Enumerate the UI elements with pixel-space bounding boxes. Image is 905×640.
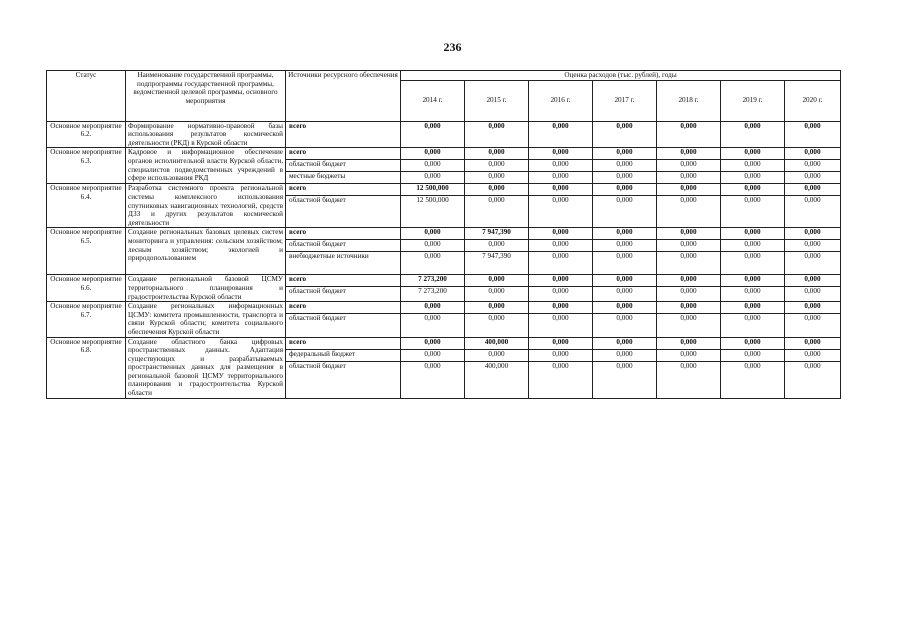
year-values xyxy=(593,148,657,184)
value-cell: 400,000 xyxy=(484,361,509,370)
header-source: Источники ресурсного обеспечения xyxy=(286,71,401,122)
year-values xyxy=(465,337,529,398)
value-cell: 0,000 xyxy=(529,184,592,196)
header-year: 2017 г. xyxy=(593,80,657,121)
year-values xyxy=(529,337,593,398)
value-cell: 0,000 xyxy=(616,314,633,323)
row-status: Основное мероприятие 6.8. xyxy=(47,337,126,398)
source-label: областной бюджет xyxy=(289,361,346,370)
value-cell: 0,000 xyxy=(401,148,464,160)
value-cell: 0,000 xyxy=(424,172,441,181)
year-values xyxy=(785,337,841,398)
header-name: Наименование государственной программы, подпрограммы государственной программы, ведомственной целевой программы, основного мероприятия xyxy=(126,71,286,122)
value-cell: 0,000 xyxy=(680,287,697,296)
value-cell: 0,000 xyxy=(804,314,821,323)
row-status: Основное мероприятие 6.6. xyxy=(47,275,126,302)
row-sources xyxy=(286,275,401,302)
year-values xyxy=(401,302,465,337)
value-cell: 0,000 xyxy=(401,350,464,362)
source-label: всего xyxy=(286,338,400,350)
year-values xyxy=(657,184,721,228)
year-values xyxy=(401,184,465,228)
year-values xyxy=(465,302,529,337)
value-cell: 0,000 xyxy=(593,350,656,362)
value-cell: 0,000 xyxy=(657,148,720,160)
value-cell: 0,000 xyxy=(552,361,569,370)
value-cell: 0,000 xyxy=(552,314,569,323)
source-label: всего xyxy=(289,121,307,130)
row-name: Создание региональной базовой ЦСМУ территориального планирования и градостроительства Курской области xyxy=(126,275,286,302)
year-values xyxy=(465,184,529,228)
value-cell: 0,000 xyxy=(785,240,840,252)
value-cell: 0,000 xyxy=(401,302,464,314)
row-name: Разработка системного проекта региональной системы комплексного использования спутниковых навигационных технологий, средств ДЗЗ и других результатов космической деятельности xyxy=(126,184,286,228)
value-cell: 0,000 xyxy=(465,184,528,196)
value-cell: 0,000 xyxy=(744,252,761,261)
value-cell: 0,000 xyxy=(680,252,697,261)
year-values xyxy=(785,302,841,337)
year-values xyxy=(593,228,657,275)
value-cell: 0,000 xyxy=(721,184,784,196)
value-cell: 0,000 xyxy=(616,121,633,130)
value-cell: 7 273,200 xyxy=(401,275,464,287)
year-values xyxy=(657,148,721,184)
source-label: областной бюджет xyxy=(289,287,346,296)
year-values xyxy=(785,184,841,228)
value-cell: 0,000 xyxy=(680,196,697,205)
row-status: Основное мероприятие 6.5. xyxy=(47,228,126,275)
value-cell: 0,000 xyxy=(721,275,784,287)
row-sources xyxy=(286,302,401,337)
year-values xyxy=(529,302,593,337)
source-label: областной бюджет xyxy=(289,196,346,205)
row-sources xyxy=(286,121,401,148)
row-status: Основное мероприятие 6.7. xyxy=(47,302,126,337)
value-cell: 0,000 xyxy=(488,172,505,181)
value-cell: 0,000 xyxy=(657,184,720,196)
value-cell: 0,000 xyxy=(657,302,720,314)
source-label: всего xyxy=(286,228,400,240)
year-values xyxy=(593,337,657,398)
value-cell: 0,000 xyxy=(785,228,840,240)
value-cell: 0,000 xyxy=(465,240,528,252)
year-values xyxy=(529,121,593,148)
value-cell: 0,000 xyxy=(744,287,761,296)
year-values xyxy=(721,275,785,302)
value-cell: 0,000 xyxy=(529,228,592,240)
value-cell: 0,000 xyxy=(657,350,720,362)
source-label: областной бюджет xyxy=(286,160,400,172)
value-cell: 0,000 xyxy=(424,361,441,370)
value-cell: 0,000 xyxy=(804,361,821,370)
table-header xyxy=(47,71,841,122)
value-cell: 0,000 xyxy=(488,196,505,205)
source-label: всего xyxy=(286,184,400,196)
value-cell: 0,000 xyxy=(552,196,569,205)
value-cell: 0,000 xyxy=(721,148,784,160)
value-cell: 0,000 xyxy=(680,121,697,130)
year-values xyxy=(465,148,529,184)
value-cell: 0,000 xyxy=(593,275,656,287)
value-cell: 0,000 xyxy=(593,338,656,350)
value-cell: 0,000 xyxy=(804,121,821,130)
value-cell: 0,000 xyxy=(401,228,464,240)
value-cell: 0,000 xyxy=(424,252,441,261)
value-cell: 0,000 xyxy=(680,172,697,181)
value-cell: 0,000 xyxy=(465,302,528,314)
table-row xyxy=(47,148,841,184)
table-row xyxy=(47,184,841,228)
year-values xyxy=(721,121,785,148)
row-name: Формирование нормативно-правовой базы использования результатов космической деятельности (РКД) в Курской области xyxy=(126,121,286,148)
year-values xyxy=(529,228,593,275)
header-status: Статус xyxy=(47,71,126,122)
year-values xyxy=(721,184,785,228)
source-label: всего xyxy=(286,275,400,287)
value-cell: 0,000 xyxy=(744,196,761,205)
value-cell: 0,000 xyxy=(529,148,592,160)
budget-table xyxy=(46,70,841,399)
row-name: Создание областного банка цифровых пространственных данных. Адаптация существующих и разрабатываемых пространственных данных для размещения в региональной базовой ЦСМУ территориального планирования и градостроительства Курской области xyxy=(126,337,286,398)
value-cell: 0,000 xyxy=(552,121,569,130)
value-cell: 400,000 xyxy=(465,338,528,350)
value-cell: 0,000 xyxy=(593,240,656,252)
row-name: Создание региональных базовых целевых систем мониторинга и управления: сельским хозяйством; лесным хозяйством; экологией и природопользованием xyxy=(126,228,286,275)
value-cell: 0,000 xyxy=(785,160,840,172)
value-cell: 0,000 xyxy=(529,350,592,362)
year-values xyxy=(785,121,841,148)
table-row xyxy=(47,121,841,148)
value-cell: 0,000 xyxy=(657,275,720,287)
value-cell: 0,000 xyxy=(529,275,592,287)
value-cell: 0,000 xyxy=(593,160,656,172)
year-values xyxy=(657,121,721,148)
value-cell: 0,000 xyxy=(721,338,784,350)
header-year: 2019 г. xyxy=(721,80,785,121)
year-values xyxy=(593,275,657,302)
source-label: внебюджетные источники xyxy=(289,252,369,261)
value-cell: 0,000 xyxy=(804,287,821,296)
header-year: 2014 г. xyxy=(401,80,465,121)
value-cell: 0,000 xyxy=(657,240,720,252)
source-label: областной бюджет xyxy=(289,314,346,323)
year-values xyxy=(401,275,465,302)
value-cell: 0,000 xyxy=(593,228,656,240)
year-values xyxy=(657,228,721,275)
year-values xyxy=(721,337,785,398)
year-values xyxy=(721,148,785,184)
source-label: всего xyxy=(286,148,400,160)
value-cell: 0,000 xyxy=(488,287,505,296)
row-status: Основное мероприятие 6.2. xyxy=(47,121,126,148)
value-cell: 0,000 xyxy=(552,287,569,296)
header-year: 2018 г. xyxy=(657,80,721,121)
value-cell: 0,000 xyxy=(616,361,633,370)
row-name: Создание региональных информационных ЦСМУ: комитета промышленности, транспорта и связи Курской области; комитета социального обеспечения Курской области xyxy=(126,302,286,337)
header-year: 2015 г. xyxy=(465,80,529,121)
year-values xyxy=(401,148,465,184)
source-label: областной бюджет xyxy=(286,240,400,252)
value-cell: 0,000 xyxy=(785,338,840,350)
value-cell: 0,000 xyxy=(616,287,633,296)
table-row xyxy=(47,337,841,398)
year-values xyxy=(465,275,529,302)
year-values xyxy=(657,275,721,302)
year-values xyxy=(593,184,657,228)
year-values xyxy=(529,184,593,228)
year-values xyxy=(657,337,721,398)
value-cell: 0,000 xyxy=(657,228,720,240)
year-values xyxy=(593,302,657,337)
year-values xyxy=(465,228,529,275)
value-cell: 0,000 xyxy=(785,350,840,362)
year-values xyxy=(721,228,785,275)
value-cell: 0,000 xyxy=(721,228,784,240)
year-values xyxy=(721,302,785,337)
table-row xyxy=(47,275,841,302)
row-status: Основное мероприятие 6.4. xyxy=(47,184,126,228)
value-cell: 0,000 xyxy=(529,302,592,314)
value-cell: 7 947,390 xyxy=(465,228,528,240)
value-cell: 0,000 xyxy=(529,240,592,252)
value-cell: 0,000 xyxy=(465,160,528,172)
value-cell: 7 947,390 xyxy=(482,252,511,261)
value-cell: 0,000 xyxy=(804,252,821,261)
value-cell: 0,000 xyxy=(401,338,464,350)
year-values xyxy=(529,148,593,184)
value-cell: 0,000 xyxy=(657,160,720,172)
value-cell: 0,000 xyxy=(552,252,569,261)
year-values xyxy=(593,121,657,148)
year-values xyxy=(401,337,465,398)
row-sources xyxy=(286,337,401,398)
value-cell: 0,000 xyxy=(593,184,656,196)
value-cell: 12 500,000 xyxy=(401,184,464,196)
row-status: Основное мероприятие 6.3. xyxy=(47,148,126,184)
year-values xyxy=(529,275,593,302)
table-row xyxy=(47,302,841,337)
value-cell: 0,000 xyxy=(593,302,656,314)
value-cell: 0,000 xyxy=(721,160,784,172)
row-sources xyxy=(286,228,401,275)
source-label: федеральный бюджет xyxy=(286,350,400,362)
value-cell: 0,000 xyxy=(785,184,840,196)
value-cell: 0,000 xyxy=(804,172,821,181)
page-number: 236 xyxy=(443,40,462,54)
header-estimate: Оценка расходов (тыс. рублей), годы xyxy=(401,71,841,81)
value-cell: 0,000 xyxy=(744,121,761,130)
year-values xyxy=(785,228,841,275)
value-cell: 0,000 xyxy=(616,196,633,205)
year-values xyxy=(465,121,529,148)
value-cell: 0,000 xyxy=(593,148,656,160)
value-cell: 7 273,200 xyxy=(418,287,447,296)
value-cell: 0,000 xyxy=(401,240,464,252)
value-cell: 0,000 xyxy=(424,121,441,130)
value-cell: 0,000 xyxy=(465,350,528,362)
header-year: 2020 г. xyxy=(785,80,841,121)
value-cell: 0,000 xyxy=(657,338,720,350)
value-cell: 0,000 xyxy=(488,121,505,130)
row-name: Кадровое и информационное обеспечение органов исполнительной власти Курской области, специалистов подведомственных учреждений в сфере использования РКД xyxy=(126,148,286,184)
value-cell: 0,000 xyxy=(721,350,784,362)
value-cell: 0,000 xyxy=(529,338,592,350)
source-label: всего xyxy=(286,302,400,314)
year-values xyxy=(785,275,841,302)
value-cell: 0,000 xyxy=(616,252,633,261)
value-cell: 12 500,000 xyxy=(416,196,449,205)
value-cell: 0,000 xyxy=(529,160,592,172)
value-cell: 0,000 xyxy=(680,314,697,323)
value-cell: 0,000 xyxy=(465,148,528,160)
value-cell: 0,000 xyxy=(488,314,505,323)
value-cell: 0,000 xyxy=(552,172,569,181)
value-cell: 0,000 xyxy=(785,302,840,314)
value-cell: 0,000 xyxy=(680,361,697,370)
year-values xyxy=(785,148,841,184)
source-label: местные бюджеты xyxy=(289,172,346,181)
value-cell: 0,000 xyxy=(804,196,821,205)
value-cell: 0,000 xyxy=(785,148,840,160)
value-cell: 0,000 xyxy=(424,314,441,323)
table-row xyxy=(47,228,841,275)
value-cell: 0,000 xyxy=(744,172,761,181)
value-cell: 0,000 xyxy=(785,275,840,287)
row-sources xyxy=(286,184,401,228)
value-cell: 0,000 xyxy=(465,275,528,287)
value-cell: 0,000 xyxy=(721,240,784,252)
year-values xyxy=(401,228,465,275)
value-cell: 0,000 xyxy=(744,314,761,323)
value-cell: 0,000 xyxy=(401,160,464,172)
year-values xyxy=(401,121,465,148)
header-year: 2016 г. xyxy=(529,80,593,121)
year-values xyxy=(657,302,721,337)
value-cell: 0,000 xyxy=(616,172,633,181)
value-cell: 0,000 xyxy=(744,361,761,370)
value-cell: 0,000 xyxy=(721,302,784,314)
row-sources xyxy=(286,148,401,184)
